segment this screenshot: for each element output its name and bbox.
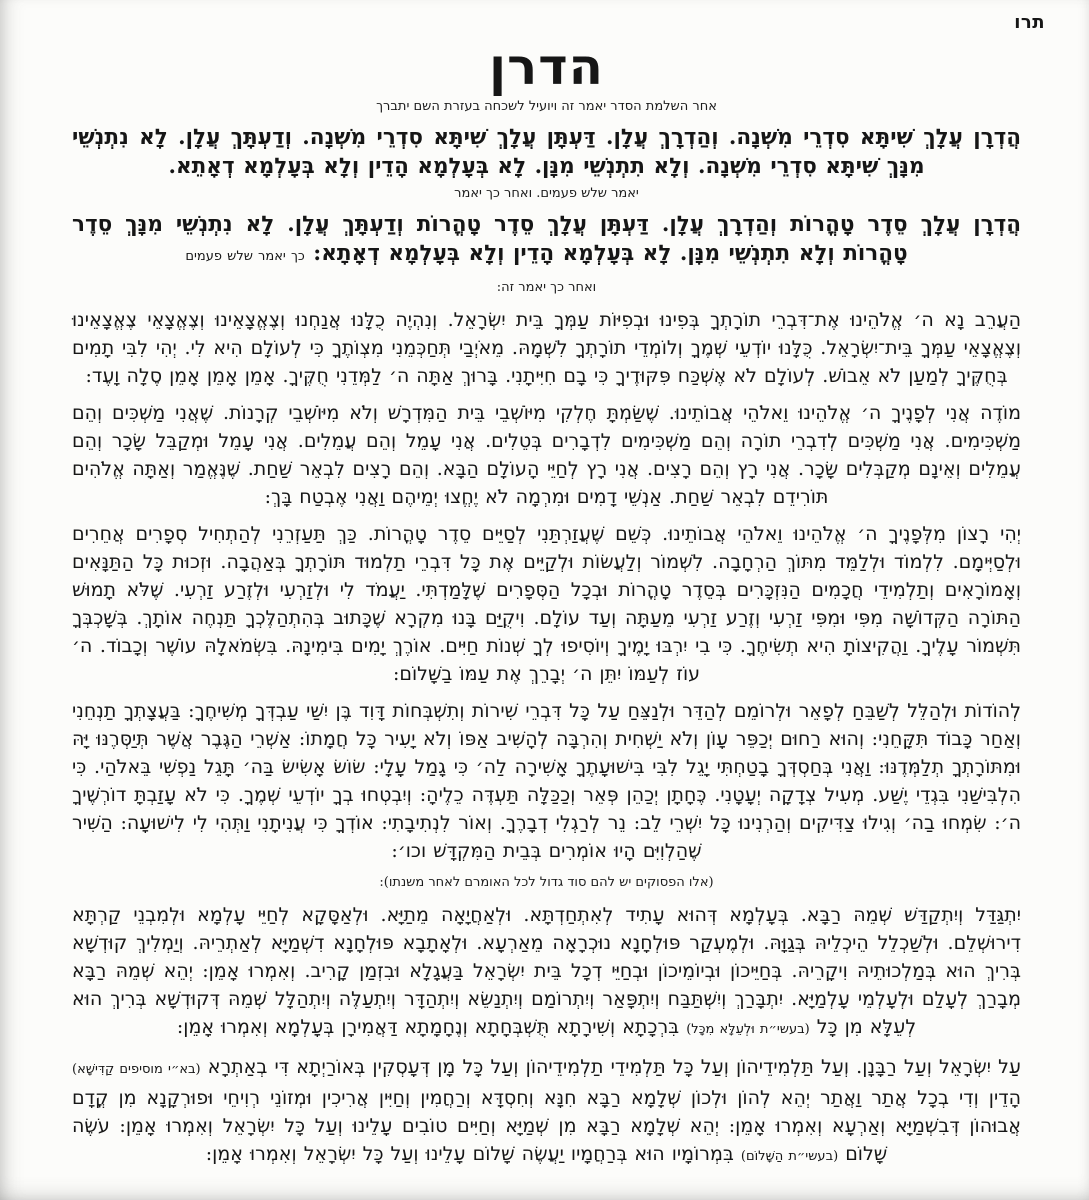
bottom-margin xyxy=(72,1180,1021,1200)
al-yisrael-parenthetical-2: (בעשי״ת הַשָּׁלוֹם) xyxy=(740,1149,839,1164)
kaddish-parenthetical: (בעשי״ת וּלְעֵלָּא מִכָּל) xyxy=(686,1022,810,1037)
lehodot-paragraph: לְהוֹדוֹת וּלְהַלֵּל לְשַׁבֵּחַ לְפָאֵר וּלְרוֹמֵם לְהַדֵּר וּלְנַצֵּחַ עַל כָּל דִּבְרֵי שִׁירוֹת וְתִשְׁבְּחוֹת דָּוִד בֶּן יִשַׁי עַבְדְּךָ מְשִׁיחֶךָ: בַּעֲצָתְךָ תַנְחֵנִי וְאַחַר כָּבוֹד תִּקָּחֵנִי: וְהוּא רַחוּם יְכַפֵּר עָוֹן וְלֹא יַשְׁחִית וְהִרְבָּה לְהָשִׁיב אַפּוֹ וְלֹא יָעִיר כָּל חֲמָתוֹ: אַשְׁרֵי הַגֶּבֶר אֲשֶׁר תְּיַסְּרֶנּוּ יָּהּ וּמִתּוֹרָתְךָ תְלַמְּדֶנּוּ: וַאֲנִי בְּחַסְדְּךָ בָטַחְתִּי יָגֵל לִבִּי בִּישׁוּעָתֶךָ אָשִׁירָה לַה׳ כִּי גָמַל עָלָי: שׂוֹשׂ אָשִׂישׂ בַּה׳ תָּגֵל נַפְשִׁי בֵּאלֹהַי. כִּי הִלְבִּישַׁנִי בִּגְדֵי יֶשַׁע. מְעִיל צְדָקָה יְעָטָנִי. כֶּחָתָן יְכַהֵן פְּאֵר וְכַכַּלָּה תַּעְדֶּה כֵלֶיהָ: וְיִבְטְחוּ בְךָ יוֹדְעֵי שְׁמֶךָ. כִּי לֹא עָזַבְתָּ דוֹרְשֶׁיךָ ה׳: שִׂמְחוּ בַה׳ וְגִילוּ צַדִּיקִים וְהַרְנִינוּ כָּל יִשְׁרֵי לֵב: נֵר לְרַגְלִי דְבָרֶךָ. וְאוֹר לִנְתִיבָתִי: אוֹדְךָ כִּי עֲנִיתָנִי וַתְּהִי לִי לִישׁוּעָה: הַשִּׁיר שֶׁהַלְוִיִּם הָיוּ אוֹמְרִים בְּבֵית הַמִּקְדָּשׁ וכו׳: xyxy=(72,700,1021,862)
kaddish-text-2: בִּרְכָתָא וְשִׁירָתָא תֻּשְׁבְּחָתָא וְנֶחָמָתָא דַּאֲמִירָן בְּעָלְמָא וְאִמְרוּ אָמֵן: xyxy=(176,1016,687,1038)
hadran-mishnah-paragraph: הֲדְרָן עֲלָךְ שִׁיתָּא סִדְרֵי מִשְׁנָה. וְהַדְרָךְ עֲלָן. דַּעְתָּן עֲלָךְ שִׁיתָּא סִדְרֵי מִשְׁנָה. וְדַעְתָּךְ עֲלָן. לָא נִתְנְשֵׁי מִנָּךְ שִׁיתָּא סִדְרֵי מִשְׁנָה. וְלָא תִתְנְשֵׁי מִנָּן. לָא בְּעָלְמָא הָדֵין וְלָא בְּעָלְמָא דְאָתֵא. xyxy=(72,125,1021,179)
page-number: תרו xyxy=(1014,12,1045,33)
al-yisrael-text-3: בִּמְרוֹמָיו הוּא בְּרַחֲמָיו יַעֲשֶׂה שָׁלוֹם עָלֵינוּ וְעַל כָּל יִשְׂרָאֵל וְאִמְרוּ אָמֵן: xyxy=(205,1143,741,1165)
instruction-say-three-times: יאמר שלש פעמים. ואחר כך יאמר xyxy=(454,186,639,201)
kaddish-paragraph xyxy=(72,901,1021,1044)
al-yisrael-text-2: הָדֵין וְדִי בְכָל אֲתַר וַאֲתַר יְהֵא לְהוֹן וּלְכוֹן שְׁלָמָא רַבָּא חִנָּא וְחִסְדָּא וְרַחֲמִין וְחַיִּין אֲרִיכִין וּמְזוֹנֵי רְוִיחֵי וּפוּרְקָנָא מִן קֳדָם אֲבוּהוֹן דְּבִשְׁמַיָּא וְאַרְעָא וְאִמְרוּ אָמֵן: יְהֵא שְׁלָמָא רַבָּא מִן שְׁמַיָּא וְחַיִּים טוֹבִים עָלֵינוּ וְעַל כָּל יִשְׂרָאֵל וְאִמְרוּ אָמֵן: עֹשֶׂה שָׁלוֹם xyxy=(72,1087,1021,1165)
yehi-ratzon-paragraph: יְהִי רָצוֹן מִלְּפָנֶיךָ ה׳ אֱלֹהֵינוּ וֵאלֹהֵי אֲבוֹתֵינוּ. כְּשֵׁם שֶׁעֲזַרְתַּנִי לְסַיֵּים סֵדֶר טָהֳרוֹת. כַּךְ תַּעַזְרֵנִי לְהַתְחִיל סְפָרִים אֲחֵרִים וּלְסַיְּימָם. לִלְמוֹד וּלְלַמֵּד מִתּוֹךְ הַרְחָבָה. לִשְׁמוֹר וְלַעֲשׂוֹת וּלְקַיֵּים אֶת כָּל דִּבְרֵי תַלְמוּד תּוֹרָתְךָ בְּאַהֲבָה. וּזְכוּת כָּל הַתַּנָּאִים וְאָמוֹרָאִים וְתַלְמִידֵי חֲכָמִים הַנִּזְכָּרִים בְּסֵדֶר טָהֳרוֹת וּבְכָל הַסְּפָרִים שֶׁלָּמַדְתִּי. יַעֲמֹד לִי וּלְזַרְעִי וּלְזֶרַע זַרְעִי. שֶׁלֹּא תָמוּשׁ הַתּוֹרָה הַקְּדוֹשָׁה מִפִּי וּמִפִּי זַרְעִי וְזֶרַע זַרְעִי מֵעַתָּה וְעַד עוֹלָם. וִיקֻיַּם בָּנוּ מִקְרָא שֶׁכָּתוּב בְּהִתְהַלֶּכְךָ תַּנְחֶה אוֹתָךְ. בְּשָׁכְבְּךָ תִּשְׁמוֹר עָלֶיךָ. וַהֲקִיצוֹתָ הִיא תְשִׂיחֶךָ. כִּי בִי יִרְבּוּ יָמֶיךָ וְיוֹסִיפוּ לְךָ שְׁנוֹת חַיִּים. אוֹרֶךְ יָמִים בִּימִינָהּ. בִּשְׂמֹאלָהּ עוֹשֶׁר וְכָבוֹד. ה׳ עוֹז לְעַמּוֹ יִתֵּן ה׳ יְבָרֵךְ אֶת עַמּוֹ בַשָּׁלוֹם: xyxy=(72,523,1021,685)
hadran-taharot-text: הֲדְרָן עֲלָךְ סֵדֶר טָהֳרוֹת וְהַדְרָךְ עֲלָן. דַּעְתָּן עֲלָךְ סֵדֶר טָהֳרוֹת וְדַעְתָּךְ עֲלָן. לָא נִתְנְשֵׁי מִנָּךְ סֵדֶר טָהֳרוֹת וְלָא תִתְנְשֵׁי מִנָּן. לָא בְּעָלְמָא הָדֵין וְלָא בְּעָלְמָא דְאָתָא: xyxy=(72,212,1021,266)
al-yisrael-parenthetical-1: (בא״י מוסיפים קַדִּישָׁא) xyxy=(72,1062,201,1077)
note-verses-secret: (אלו הפסוקים יש להם סוד גדול לכל האומרם לאחר משנתו): xyxy=(379,875,714,890)
instruction-heading: אחר השלמת הסדר יאמר זה ויועיל לשכחה בעזרת השם יתברך xyxy=(376,99,717,114)
instruction-then-say: ואחר כך יאמר זה: xyxy=(496,280,597,295)
kaddish-text-1: יִתְגַּדַּל וְיִתְקַדַּשׁ שְׁמֵהּ רַבָּא. בְּעָלְמָא דְּהוּא עָתִיד לְאִתְחַדְתָּא. וּלְאַחֲיָאָה מֵתַיָּא. וּלְאַסָּקָא לְחַיֵּי עָלְמָא וּלְמִבְנֵי קַרְתָּא דִירוּשְׁלֵם. וּלְשַׁכְלֵל הֵיכְלֵיהּ בְּגַוָּהּ. וּלְמֶעְקַר פּוּלְחָנָא נוּכְרָאָה מֵאַרְעָא. וּלְאָתָבָא פּוּלְחָנָא דִשְׁמַיָּא לְאַתְרֵיהּ. וְיַמְלִיךְ קוּדְשָׁא בְּרִיךְ הוּא בְּמַלְכוּתֵיהּ וִיקָרֵיהּ. בְּחַיֵּיכוֹן וּבְיוֹמֵיכוֹן וּבְחַיֵּי דְכָל בֵּית יִשְׂרָאֵל בַּעֲגָלָא וּבִזְמַן קָרִיב. וְאִמְרוּ אָמֵן: יְהֵא שְׁמֵהּ רַבָּא מְבָרַךְ לְעָלַם וּלְעָלְמֵי עָלְמַיָּא. יִתְבָּרַךְ וְיִשְׁתַּבַּח וְיִתְפָּאַר וְיִתְרוֹמַם וְיִתְנַשֵּׂא וְיִתְהַדָּר וְיִתְעַלֶּה וְיִתְהַלָּל שְׁמֵהּ דְּקוּדְשָׁא בְּרִיךְ הוּא לְעֵלָּא מִן כָּל xyxy=(72,904,1022,1038)
hadran-taharot-inline-note: כך יאמר שלש פעמים xyxy=(185,249,305,264)
hadran-taharot-paragraph xyxy=(72,210,1021,271)
page-title: הדרן xyxy=(488,37,604,96)
haarev-na-paragraph: הַעֲרֵב נָא ה׳ אֱלֹהֵינוּ אֶת־דִּבְרֵי תוֹרָתְךָ בְּפִינוּ וּבְפִיּוֹת עַמְּךָ בֵּית יִשְׂרָאֵל. וְנִהְיֶה כֻלָּנוּ אֲנַחְנוּ וְצֶאֱצָאֵינוּ וְצֶאֱצָאֵי צֶאֱצָאֵינוּ וְצֶאֱצָאֵי עַמְּךָ בֵּית־יִשְׂרָאֵל. כֻּלָּנוּ יוֹדְעֵי שְׁמֶךָ וְלוֹמְדֵי תוֹרָתְךָ לִשְׁמָהּ. מֵאֹיְבַי תְּחַכְּמֵנִי מִצְוֹתֶךָ כִּי לְעוֹלָם הִיא לִי. יְהִי לִבִּי תָמִים בְּחֻקֶּיךָ לְמַעַן לֹא אֵבוֹשׁ. לְעוֹלָם לֹא אֶשְׁכַּח פִּקּוּדֶיךָ כִּי בָם חִיִּיתָנִי. בָּרוּךְ אַתָּה ה׳ לַמְּדֵנִי חֻקֶּיךָ. אָמֵן אָמֵן אָמֵן סֶלָה וָעֶד: xyxy=(72,309,1021,387)
modeh-ani-paragraph: מוֹדֶה אֲנִי לְפָנֶיךָ ה׳ אֱלֹהֵינוּ וֵאלֹהֵי אֲבוֹתֵינוּ. שֶׁשַּׂמְתָּ חֶלְקִי מִיּוֹשְׁבֵי בֵּית הַמִּדְרָשׁ וְלֹא מִיּוֹשְׁבֵי קְרָנוֹת. שֶׁאֲנִי מַשְׁכִּים וְהֵם מַשְׁכִּימִים. אֲנִי מַשְׁכִּים לְדִבְרֵי תוֹרָה וְהֵם מַשְׁכִּימִים לִדְבָרִים בְּטֵלִים. אֲנִי עָמֵל וְהֵם עֲמֵלִים. אֲנִי עָמֵל וּמְקַבֵּל שָׂכָר וְהֵם עֲמֵלִים וְאֵינָם מְקַבְּלִים שָׂכָר. אֲנִי רָץ וְהֵם רָצִים. אֲנִי רָץ לְחַיֵּי הָעוֹלָם הַבָּא. וְהֵם רָצִים לִבְאֵר שַׁחַת. שֶׁנֶּאֱמַר וְאַתָּה אֱלֹהִים תּוֹרִידֵם לִבְאֵר שַׁחַת. אַנְשֵׁי דָמִים וּמִרְמָה לֹא יֶחֱצוּ יְמֵיהֶם וַאֲנִי אֶבְטַח בָּךְ: xyxy=(72,402,1021,508)
al-yisrael-text-1: עַל יִשְׂרָאֵל וְעַל רַבָּנָן. וְעַל תַּלְמִידֵיהוֹן וְעַל כָּל תַּלְמִידֵי תַלְמִידֵיהוֹן וְעַל כָּל מָן דְּעָסְקִין בְּאוֹרַיְתָא דִּי בְאַתְרָא xyxy=(200,1056,1021,1078)
al-yisrael-paragraph xyxy=(72,1053,1021,1171)
